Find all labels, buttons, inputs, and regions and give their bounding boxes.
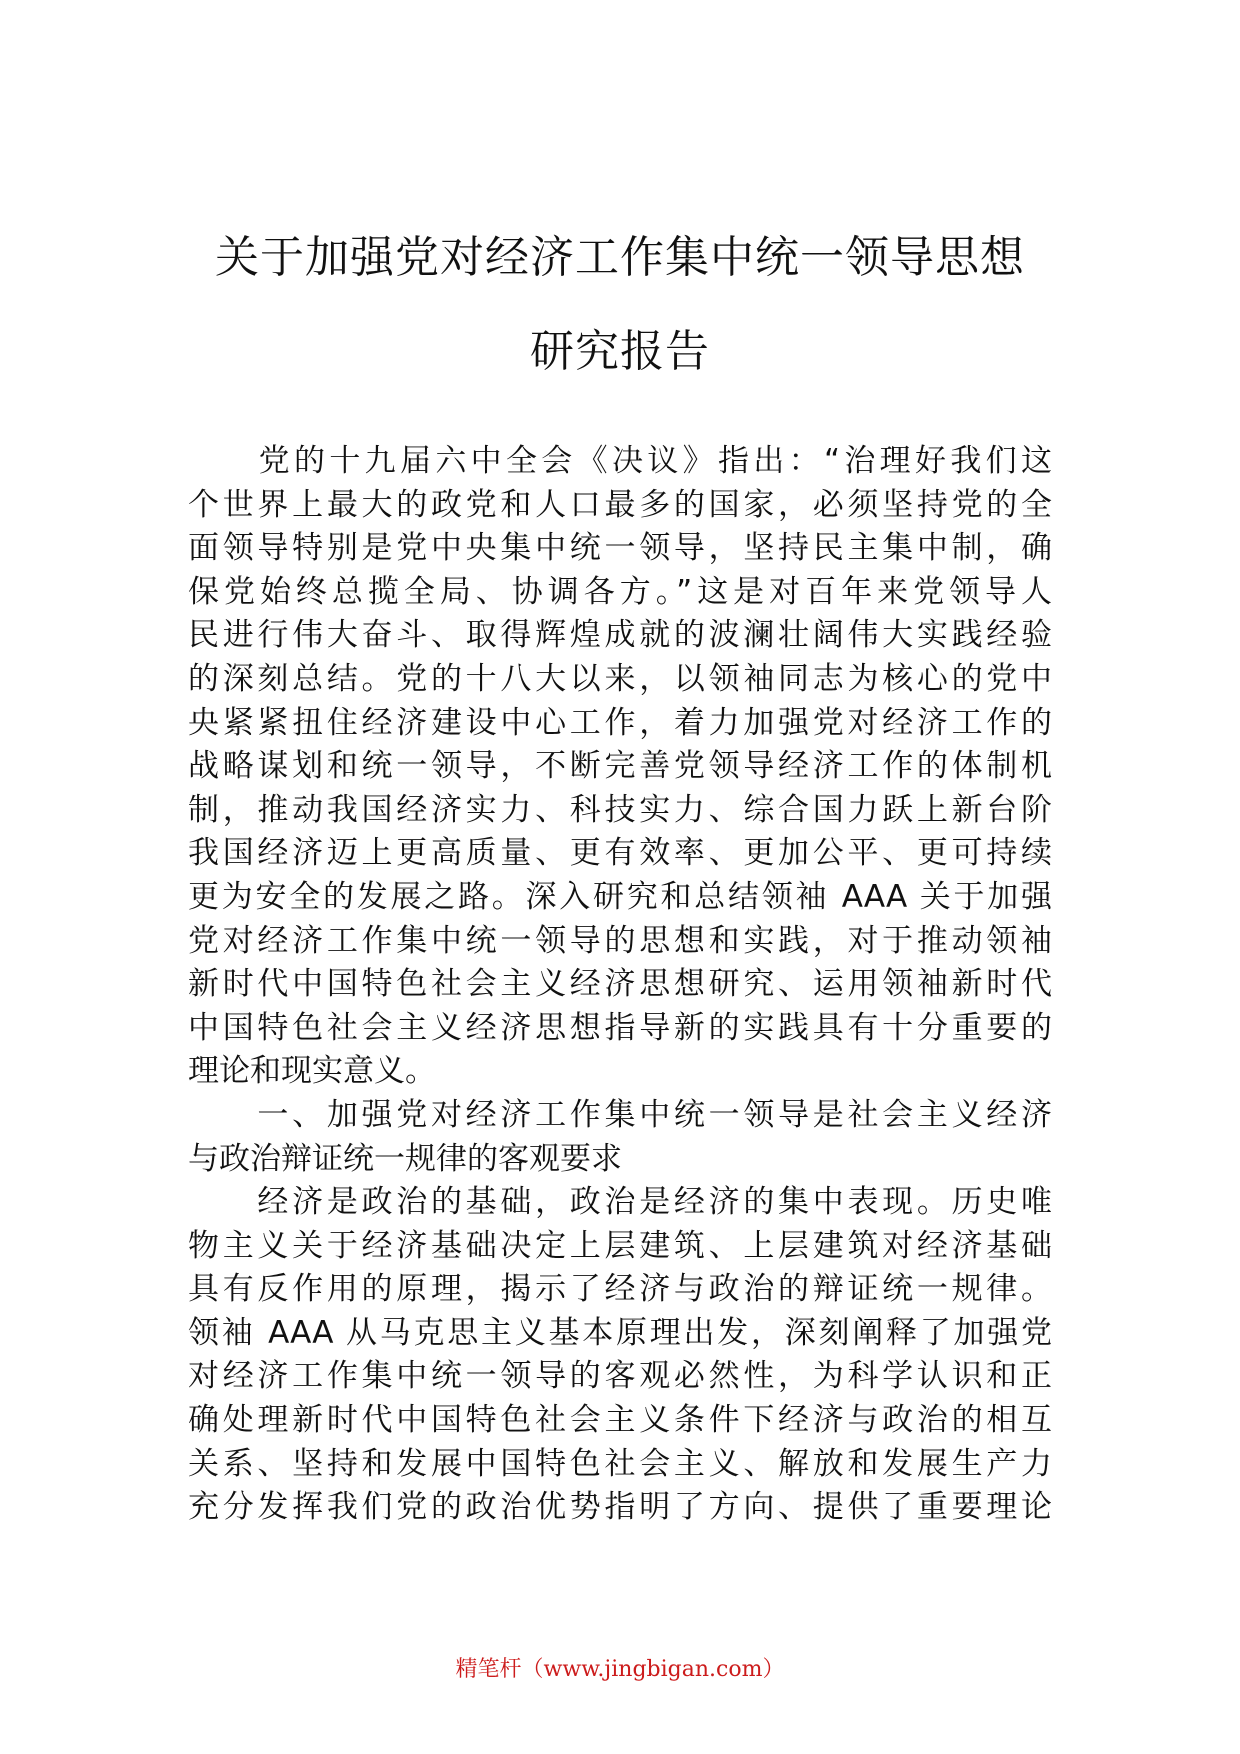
- body-text-line: 中国特色社会主义经济思想指导新的实践具有十分重要的: [188, 1009, 1052, 1046]
- body-text-line: 经济是政治的基础，政治是经济的集中表现。历史唯: [188, 1184, 1052, 1221]
- body-text-line: 央紧紧扭住经济建设中心工作，着力加强党对经济工作的: [188, 704, 1052, 741]
- body-text-line: 的深刻总结。党的十八大以来，以领袖同志为核心的党中: [188, 660, 1052, 697]
- document-title-line-1: 关于加强党对经济工作集中统一领导思想: [215, 232, 1025, 283]
- body-text-line: 与政治辩证统一规律的客观要求: [188, 1140, 622, 1177]
- body-text-line: 党的十九届六中全会《决议》指出：“治理好我们这: [188, 443, 1052, 479]
- body-text-line: 民进行伟大奋斗、取得辉煌成就的波澜壮阔伟大实践经验: [188, 617, 1052, 654]
- body-text-line: 一、加强党对经济工作集中统一领导是社会主义经济: [188, 1096, 1052, 1133]
- body-text-line: 保党始终总揽全局、协调各方。”这是对百年来党领导人: [188, 573, 1052, 610]
- document-title-line-2: 研究报告: [530, 326, 710, 377]
- body-text-line: 对经济工作集中统一领导的客观必然性，为科学认识和正: [188, 1358, 1052, 1395]
- footer-watermark: 精笔杆（www.jingbigan.com）: [455, 1657, 785, 1682]
- body-text-line: 更为安全的发展之路。深入研究和总结领袖 AAA 关于加强: [188, 878, 1052, 915]
- body-text-line: 充分发挥我们党的政治优势指明了方向、提供了重要理论: [188, 1489, 1052, 1526]
- body-text-line: 面领导特别是党中央集中统一领导，坚持民主集中制，确: [188, 530, 1052, 567]
- document-body: [188, 440, 1052, 1530]
- body-text-line: 确处理新时代中国特色社会主义条件下经济与政治的相互: [188, 1402, 1052, 1439]
- body-text-line: 新时代中国特色社会主义经济思想研究、运用领袖新时代: [188, 966, 1052, 1003]
- body-text-line: 领袖 AAA 从马克思主义基本原理出发，深刻阐释了加强党: [188, 1314, 1052, 1351]
- body-text-line: 个世界上最大的政党和人口最多的国家，必须坚持党的全: [188, 486, 1052, 523]
- body-text-line: 具有反作用的原理，揭示了经济与政治的辩证统一规律。: [188, 1271, 1052, 1308]
- body-text-line: 战略谋划和统一领导，不断完善党领导经济工作的体制机: [188, 748, 1052, 785]
- body-text-line: 物主义关于经济基础决定上层建筑、上层建筑对经济基础: [188, 1227, 1052, 1264]
- body-text-line: 关系、坚持和发展中国特色社会主义、解放和发展生产力: [188, 1445, 1052, 1482]
- body-text-line: 理论和现实意义。: [188, 1053, 436, 1090]
- body-text-line: 制，推动我国经济实力、科技实力、综合国力跃上新台阶: [188, 791, 1052, 828]
- body-text-line: 党对经济工作集中统一领导的思想和实践，对于推动领袖: [188, 922, 1052, 959]
- body-text-line: 我国经济迈上更高质量、更有效率、更加公平、更可持续: [188, 835, 1052, 872]
